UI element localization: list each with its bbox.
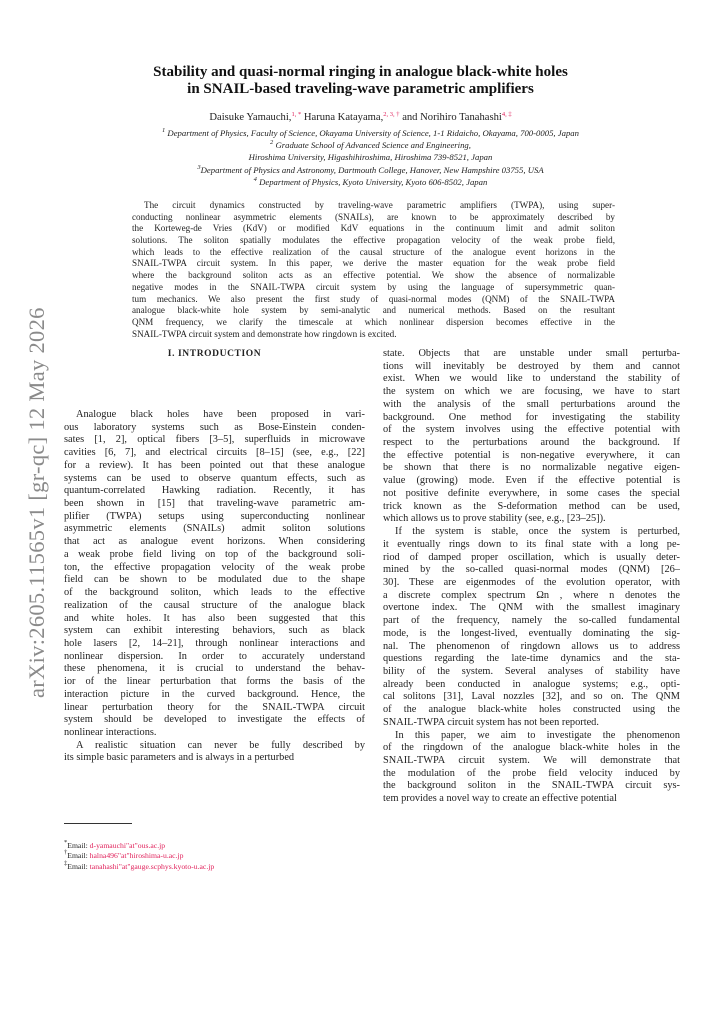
text-line: for a review). It has been pointed out that these analogue xyxy=(64,459,365,471)
text-line: linear perturbation theory for the SNAIL-TWPA circuit xyxy=(64,701,365,713)
footnote-separator xyxy=(64,823,132,824)
text-line: hole lasers [2, 14–21], through nonlinear interactions and xyxy=(64,637,365,649)
text-line: A realistic situation can never be fully described by xyxy=(76,739,365,751)
text-line: of the system involves using the effective potential with xyxy=(383,424,680,436)
text-line: realization of the causal structure of the analogue black xyxy=(64,599,365,611)
text-line: already been conducted in analogue systems; e.g., opti- xyxy=(383,678,680,690)
abstract xyxy=(132,200,615,340)
text-line: mode, is the longest-lived, eventually dominating the sig- xyxy=(383,627,680,639)
affiliation-line: $^3$Department of Physics and Astronomy, Dartmouth College, Hanover, New Hampshire 03755, USA xyxy=(197,163,544,175)
text-line: respect to the perturbations around the background. If xyxy=(383,437,680,449)
text-line: QNM frequency, we clarify the timescale at which nonlinear dispersion becomes effective in the xyxy=(132,316,615,327)
affiliation-line: $^2$ Graduate School of Advanced Science and Engineering, xyxy=(270,139,471,151)
author-name: and Norihiro Tanahashi xyxy=(402,112,502,123)
text-line: these phenomena, it is crucial to understand the behav- xyxy=(64,663,365,675)
text-line: systems can be used to observe quantum effects, such as xyxy=(64,472,365,484)
text-line: of the background soliton, which leads to the effective xyxy=(64,587,365,599)
text-line: nonlinear interactions. xyxy=(64,726,157,738)
text-line: the system on which we are focusing, we have to start xyxy=(383,386,680,398)
text-line: value (growing) mode. Even if the effective potential is xyxy=(383,475,680,487)
text-line: exist. When we would like to understand the stability of xyxy=(383,373,680,385)
text-line: solutions. The soliton spatially modulates the effective propagation velocity of the weak probe field, xyxy=(132,235,615,246)
text-line: cavities [6, 7], and electrical circuits [8–15] (see, e.g., [22] xyxy=(64,447,365,459)
text-line: mined by the so-called quasi-normal modes (QNM) [26– xyxy=(383,564,680,576)
paper-title-line-2: in SNAIL-based traveling-wave parametric amplifiers xyxy=(187,81,534,97)
affiliation-line: Hiroshima University, Higashihiroshima, Hiroshima 739-8521, Japan xyxy=(248,152,493,163)
text-line: nonlinear dispersion. In order to accurately understand xyxy=(64,650,365,662)
text-line: be shown that there is no normalizable negative eigen- xyxy=(383,462,680,474)
text-line: questions regarding the late-time dynamics and the sta- xyxy=(383,653,680,665)
text-line: ior of the linear perturbation that forms the basis of the xyxy=(64,676,365,688)
text-line: a discrete complex spectrum Ωn , where n denotes the xyxy=(383,589,680,601)
text-line: with the analysis of the small perturbations around the xyxy=(383,398,680,410)
body-text-right-column xyxy=(383,348,680,806)
text-line: Analogue black holes have been proposed in vari- xyxy=(76,409,365,420)
text-line: of the analogue black-white holes constructed using the xyxy=(383,704,680,716)
text-line: plifier (TWPA) setups using superconducting nonlinear xyxy=(64,510,365,522)
affiliation-line: $^1$ Department of Physics, Faculty of Science, Okayama University of Science, 1-1 Ridaicho, Okayama, 700-0005, Japan xyxy=(162,127,579,138)
text-line: The circuit dynamics constructed by traveling-wave parametric amplifiers (TWPA), using super- xyxy=(144,200,615,210)
author-name: Haruna Katayama, xyxy=(303,112,384,123)
author-affiliation-mark: 1, * xyxy=(291,111,302,118)
text-line: If the system is stable, once the system is perturbed, xyxy=(395,526,680,538)
text-line: SNAIL-TWPA circuit system has not been reported. xyxy=(383,716,599,728)
text-line: the background soliton in the SNAIL-TWPA circuit sys- xyxy=(383,780,680,792)
text-line: asymmetric elements (SNAILs) admit soliton solutions xyxy=(64,523,365,535)
text-line: which leads to the effective realization of the causal structure of the analogue event horizons in the xyxy=(132,246,615,257)
author-list xyxy=(0,112,721,123)
text-line: SNAIL-TWPA circuit system. We will demonstrate that xyxy=(383,755,680,766)
text-line: tions will inevitably be destroyed by them and cannot xyxy=(383,360,680,372)
email-link[interactable]: tanahashi"at"gauge.scphys.kyoto-u.ac.jp xyxy=(89,861,215,871)
footnote-email: ‡Email: tanahashi"at"gauge.scphys.kyoto-u.ac.jp xyxy=(64,859,215,871)
footnote-email: †Email: halna496"at"hiroshima-u.ac.jp xyxy=(64,849,184,861)
text-line: SNAIL-TWPA circuit system and demonstrate how ringdown is excited. xyxy=(132,328,397,339)
text-line: ous laboratory systems such as Bose-Einstein conden- xyxy=(64,421,365,433)
text-line: background. One method for investigating the stability xyxy=(383,411,680,423)
text-line: tem provides a novel way to create an effective potential xyxy=(383,793,617,805)
paper-title-line-1: Stability and quasi-normal ringing in analogue black-white holes xyxy=(153,64,568,80)
text-line: the Korteweg-de Vries (KdV) or modified KdV equations in the continuum limit and admit soliton xyxy=(132,223,615,234)
text-line: system should be developed to investigate the effects of xyxy=(64,714,365,726)
text-line: the effective potential is non-negative everywhere, it can xyxy=(383,449,680,461)
text-line: that act as analogue event horizons. When considering xyxy=(64,536,365,548)
text-line: interaction picture in the curved background. Hence, the xyxy=(64,688,365,700)
text-line: part of the frequency, namely the so-called fundamental xyxy=(383,615,680,627)
text-line: conducting nonlinear asymmetric elements (SNAILs), are known to be approximately described by xyxy=(132,211,615,222)
text-line: where the background soliton acts as an effective potential. We show the absence of normalizable xyxy=(132,270,615,281)
text-line: which allows us to prove stability (see, e.g., [23–25]). xyxy=(383,513,606,525)
affiliations-block xyxy=(60,127,681,188)
text-line: field can be shown to be modulated due to the shape xyxy=(64,574,365,586)
text-line: been shown in [15] that traveling-wave parametric am- xyxy=(64,498,365,510)
text-line: analogue black-white hole system by semi-analytic and numerical methods. Based on the resultant xyxy=(132,305,615,316)
text-line: of the ringdown of the analogue black-white holes in the xyxy=(383,742,680,754)
text-line: ton, the effective propagation velocity of the weak probe xyxy=(64,561,365,573)
text-line: quantum-correlated Hawking radiation. Recently, it has xyxy=(64,485,365,497)
arxiv-id-text: arXiv:2605.11565v1 [gr-qc] 12 May 2026 xyxy=(24,307,49,698)
text-line: In this paper, we aim to investigate the phenomenon xyxy=(395,729,680,741)
text-line: the modulation of the probe field velocity induced by xyxy=(383,767,680,779)
text-line: 30]. These are eigenmodes of the evolution operator, with xyxy=(383,576,680,588)
text-line: state. Objects that are unstable under small perturba- xyxy=(383,348,680,359)
text-line: and white holes. It has also been suggested that this xyxy=(64,612,365,624)
author-name: Daisuke Yamauchi, xyxy=(209,112,292,123)
author-affiliation-mark: 4, ‡ xyxy=(501,111,512,118)
text-line: riod of damped proper oscillation, which is usually deter- xyxy=(383,551,680,563)
affiliation-line: $^4$ Department of Physics, Kyoto University, Kyoto 606-8502, Japan xyxy=(253,175,488,187)
text-line: sates [1, 2], optical fibers [3–5], superfluids in microwave xyxy=(64,434,365,446)
email-link[interactable]: halna496"at"hiroshima-u.ac.jp xyxy=(89,851,184,861)
footnote-email: *Email: d-yamauchi"at"ous.ac.jp xyxy=(64,839,166,850)
text-line: SNAIL-TWPA circuit system. In this paper, we derive the master equation for the weak probe field xyxy=(132,258,615,269)
arxiv-identifier-stamp xyxy=(10,295,60,705)
section-heading-introduction: I. INTRODUCTION xyxy=(167,349,262,359)
text-line: bility of the system. Several analyses of stability have xyxy=(383,665,680,677)
text-line: not positive definite everywhere, in some cases the special xyxy=(383,487,680,499)
body-text-left-column xyxy=(64,409,365,765)
text-line: overtone index. The QNM with the smallest imaginary xyxy=(383,602,680,614)
text-line: negative modes in the SNAIL-TWPA circuit system by using the language of supersymmetric quan- xyxy=(132,281,615,292)
text-line: tum mechanics. We also present the first study of quasi-normal modes (QNM) of the SNAIL-TWPA xyxy=(132,293,615,304)
text-line: cal solitons [31], Laval nozzles [32], and so on. The QNM xyxy=(383,691,680,703)
text-line: a weak probe field living on top of the background soli- xyxy=(64,548,365,560)
author-affiliation-mark: 2, 3, † xyxy=(383,111,400,118)
email-link[interactable]: d-yamauchi"at"ous.ac.jp xyxy=(89,841,166,850)
footnotes-block xyxy=(64,841,214,872)
text-line: it eventually rings down to its final state with a long pe- xyxy=(383,538,680,550)
text-line: its simple basic parameters and is always in a perturbed xyxy=(64,752,295,764)
text-line: nal. The phenomenon of ringdown allows us to address xyxy=(383,640,680,652)
text-line: system can exhibit interesting behaviors, such as black xyxy=(64,625,365,637)
text-line: trick known as the S-deformation method can be used, xyxy=(383,500,680,512)
